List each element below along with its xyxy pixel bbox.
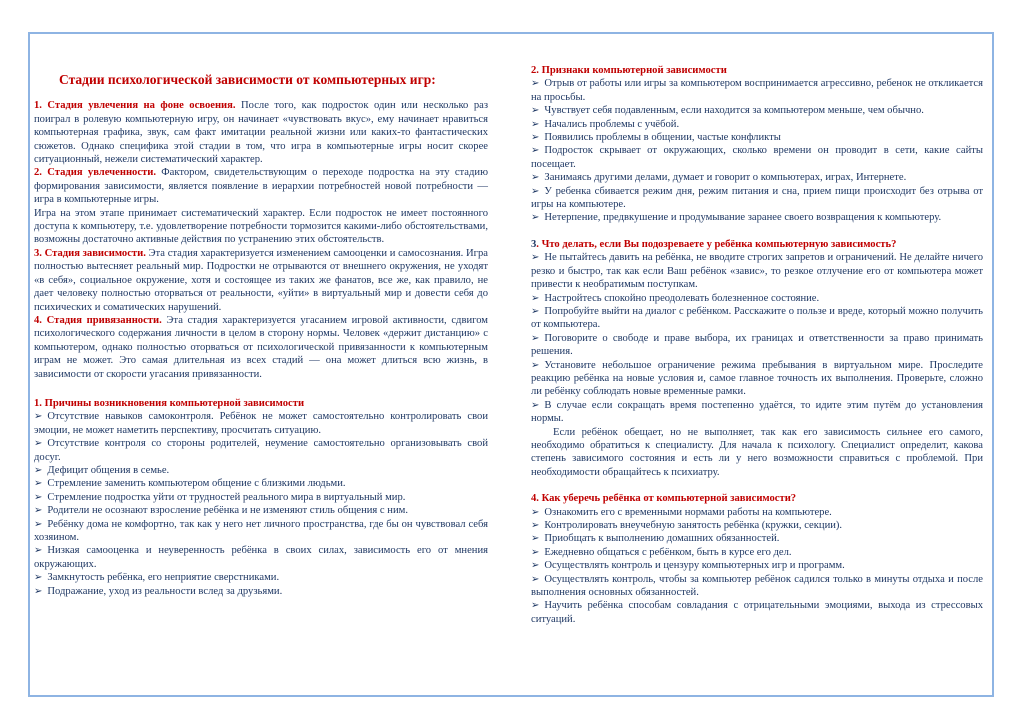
list-item: ➢ Отрыв от работы или игры за компьютером воспринимается агрессивно, ребенок не откликается на просьбы. — [531, 78, 983, 103]
causes-title: 1. Причины возникновения компьютерной зависимости — [34, 397, 305, 409]
arrow-bullet-icon: ➢ — [34, 464, 43, 476]
list-item: ➢ В случае если сокращать время постепенно удаётся, то идите этим путём до установления нормы. — [531, 399, 983, 425]
list-item: ➢ Установите небольшое ограничение режима пребывания в виртуальном мире. Проследите реакцию ребёнка на новые условия и, самое главное точность их выполнения. Проверьте, сложно ли ребёнку соблюдать новые временные рамки. — [531, 359, 983, 398]
list-item: ➢ Занимаясь другими делами, думает и говорит о компьютерах, играх, Интернете. — [531, 172, 907, 184]
arrow-bullet-icon: ➢ — [531, 145, 540, 157]
arrow-bullet-icon: ➢ — [531, 185, 540, 197]
signs-list — [531, 77, 983, 224]
arrow-bullet-icon: ➢ — [531, 78, 540, 90]
arrow-bullet-icon: ➢ — [531, 252, 540, 264]
arrow-bullet-icon: ➢ — [531, 332, 540, 344]
arrow-bullet-icon: ➢ — [531, 546, 540, 558]
arrow-bullet-icon: ➢ — [531, 132, 540, 144]
list-item: ➢ Отсутствие контроля со стороны родителей, неумение самостоятельно организовывать свой досуг. — [34, 438, 488, 463]
list-item: ➢ Дефицит общения в семье. — [34, 464, 170, 476]
list-item: ➢ Стремление заменить компьютером общение с близкими людьми. — [34, 478, 346, 490]
list-item: ➢ Начались проблемы с учёбой. — [531, 118, 680, 130]
arrow-bullet-icon: ➢ — [34, 505, 43, 517]
left-column — [34, 46, 488, 598]
arrow-bullet-icon: ➢ — [531, 212, 540, 224]
arrow-bullet-icon: ➢ — [531, 600, 540, 612]
arrow-bullet-icon: ➢ — [34, 585, 43, 597]
arrow-bullet-icon: ➢ — [34, 545, 43, 557]
todo-list — [531, 251, 983, 425]
list-item: ➢ Контролировать внеучебную занятость ребёнка (кружки, секции). — [531, 520, 843, 531]
list-item: ➢ Замкнутость ребёнка, его неприятие сверстниками. — [34, 572, 280, 584]
stage-3: 3. Стадия зависимости. Эта стадия характеризуется изменением самооценки и самосознания. Игра полностью вытесняет реальный мир. Подростки не отрываются от внешнего окружения, не уходят «в себя», социальное окружение, хотя и состоящее из таких же фанатов, все же, как правило, не дает человеку полностью оторваться от реальности, «уйти» в виртуальный мир и довести себя до психических и соматических нарушений. — [34, 247, 488, 313]
arrow-bullet-icon: ➢ — [34, 518, 43, 530]
arrow-bullet-icon: ➢ — [531, 399, 540, 411]
list-item: ➢ Настройтесь спокойно преодолевать болезненное состояние. — [531, 292, 820, 304]
protect-title: 4. Как уберечь ребёнка от компьютерной зависимости? — [531, 493, 797, 505]
list-item: ➢ Отсутствие навыков самоконтроля. Ребёнок не может самостоятельно контролировать свои эмоции, не может наметить перспективу, просчитать ситуацию. — [34, 411, 488, 436]
list-item: ➢ Ознакомить его с временными нормами работы на компьютере. — [531, 506, 832, 518]
list-item: ➢ Ежедневно общаться с ребёнком, быть в курсе его дел. — [531, 546, 792, 558]
arrow-bullet-icon: ➢ — [34, 572, 43, 584]
list-item: ➢ Чувствует себя подавленным, если находится за компьютером меньше, чем обычно. — [531, 105, 924, 117]
list-item: ➢ Стремление подростка уйти от трудностей реального мира в виртуальный мир. — [34, 491, 406, 503]
stage-4: 4. Стадия привязанности. Эта стадия характеризуется угасанием игровой активности, сдвигом психологического содержания личности в целом в сторону нормы. Человек «держит дистанцию» с компьютером, однако полностью оторваться от психологической привязанности к компьютерным играм не может. Это самая длительная из всех стадий — она может длиться всю жизнь, в зависимости от скорости угасания привязанности. — [34, 314, 488, 380]
list-item: ➢ Появились проблемы в общении, частые конфликты — [531, 132, 781, 144]
stage-2: 2. Стадия увлеченности. Фактором, свидетельствующим о переходе подростка на эту стадию формирования зависимости, является появление в иерархии потребностей новой потребности — игра в компьютерные игры. — [34, 167, 488, 206]
arrow-bullet-icon: ➢ — [531, 305, 540, 317]
todo-paragraph: Если ребёнок обещает, но не выполняет, так как его зависимость сильнее его самого, необходимо обратиться к специалисту. Для начала к психологу. Специалист определит, какова степень зависимого состояния и есть ли у него возможности справиться с проблемой. При необходимости обращайтесь к психиатру. — [531, 426, 983, 478]
arrow-bullet-icon: ➢ — [34, 411, 43, 423]
list-item: ➢ Подросток скрывает от окружающих, сколько времени он проводит в сети, какие сайты посещает. — [531, 145, 983, 170]
list-item: ➢ Научить ребёнка способам совладания с отрицательными эмоциями, выхода из стрессовых ситуаций. — [531, 600, 983, 625]
list-item: ➢ Приобщать к выполнению домашних обязанностей. — [531, 533, 780, 545]
list-item: ➢ Осуществлять контроль и цензуру компьютерных игр и программ. — [531, 560, 845, 572]
page-title: Стадии психологической зависимости от компьютерных игр: — [59, 72, 436, 87]
arrow-bullet-icon: ➢ — [531, 533, 540, 545]
list-item: ➢ Подражание, уход из реальности вслед за друзьями. — [34, 585, 283, 597]
stage-1: 1. Стадия увлечения на фоне освоения. После того, как подросток один или несколько раз поиграл в ролевую компьютерную игру, он начинает «чувствовать вкус», ему начинает нравиться компьютерная графика, звук, сам факт имитации реальной жизни или каких-то фантастических сюжетов. Однако специфика этой стадии в том, что игра в компьютерные игры носит скорее ситуационный, нежели систематический характер. — [34, 100, 489, 166]
list-item: ➢ Ребёнку дома не комфортно, так как у него нет личного пространства, где бы он чувствовал себя хозяином. — [34, 518, 488, 543]
stage-2-continued: Игра на этом этапе принимает систематический характер. Если подросток не имеет постоянного доступа к компьютеру, т.е. удовлетворение потребности тормозится какими-либо обстоятельствами, возможны достаточно активные действия по устранению этих обстоятельств. — [34, 207, 488, 246]
list-item: ➢ Не пытайтесь давить на ребёнка, не вводите строгих запретов и ограничений. Не делайте ничего резко и быстро, так как если Ваш ребёнок «завис», то резкое отлучение его от компьютера может привести к необратимым поступкам. — [531, 252, 983, 291]
todo-title: 3. Что делать, если Вы подозреваете у ребёнка компьютерную зависимость? — [531, 238, 897, 250]
arrow-bullet-icon: ➢ — [531, 359, 540, 371]
list-item: ➢ Поговорите о свободе и праве выбора, их границах и ответственности за право принимать решения. — [531, 332, 983, 358]
arrow-bullet-icon: ➢ — [531, 506, 540, 518]
arrow-bullet-icon: ➢ — [531, 118, 540, 130]
arrow-bullet-icon: ➢ — [531, 172, 540, 184]
list-item: ➢ Нетерпение, предвкушение и продумывание заранее своего возвращения к компьютеру. — [531, 212, 942, 224]
arrow-bullet-icon: ➢ — [34, 491, 43, 503]
causes-list — [34, 410, 488, 598]
signs-title: 2. Признаки компьютерной зависимости — [531, 65, 727, 76]
list-item: ➢ Низкая самооценка и неуверенность ребёнка в своих силах, зависимость его от мнения окружающих. — [34, 545, 488, 570]
arrow-bullet-icon: ➢ — [531, 573, 540, 585]
list-item: ➢ У ребенка сбивается режим дня, режим питания и сна, прием пищи происходит без отрыва от игры на компьютере. — [531, 185, 983, 211]
list-item: ➢ Родители не осознают взросление ребёнка и не изменяют стиль общения с ним. — [34, 505, 408, 517]
arrow-bullet-icon: ➢ — [531, 560, 540, 572]
arrow-bullet-icon: ➢ — [34, 478, 43, 490]
list-item: ➢ Попробуйте выйти на диалог с ребёнком. Расскажите о пользе и вреде, который можно получить от компьютера. — [531, 305, 983, 331]
arrow-bullet-icon: ➢ — [531, 105, 540, 117]
arrow-bullet-icon: ➢ — [531, 292, 540, 304]
protect-list — [531, 506, 983, 627]
list-item: ➢ Осуществлять контроль, чтобы за компьютер ребёнок садился только в минуты отдыха и после выполнения основных обязанностей. — [531, 573, 983, 599]
arrow-bullet-icon: ➢ — [531, 520, 540, 531]
right-column — [531, 64, 983, 626]
arrow-bullet-icon: ➢ — [34, 438, 43, 450]
